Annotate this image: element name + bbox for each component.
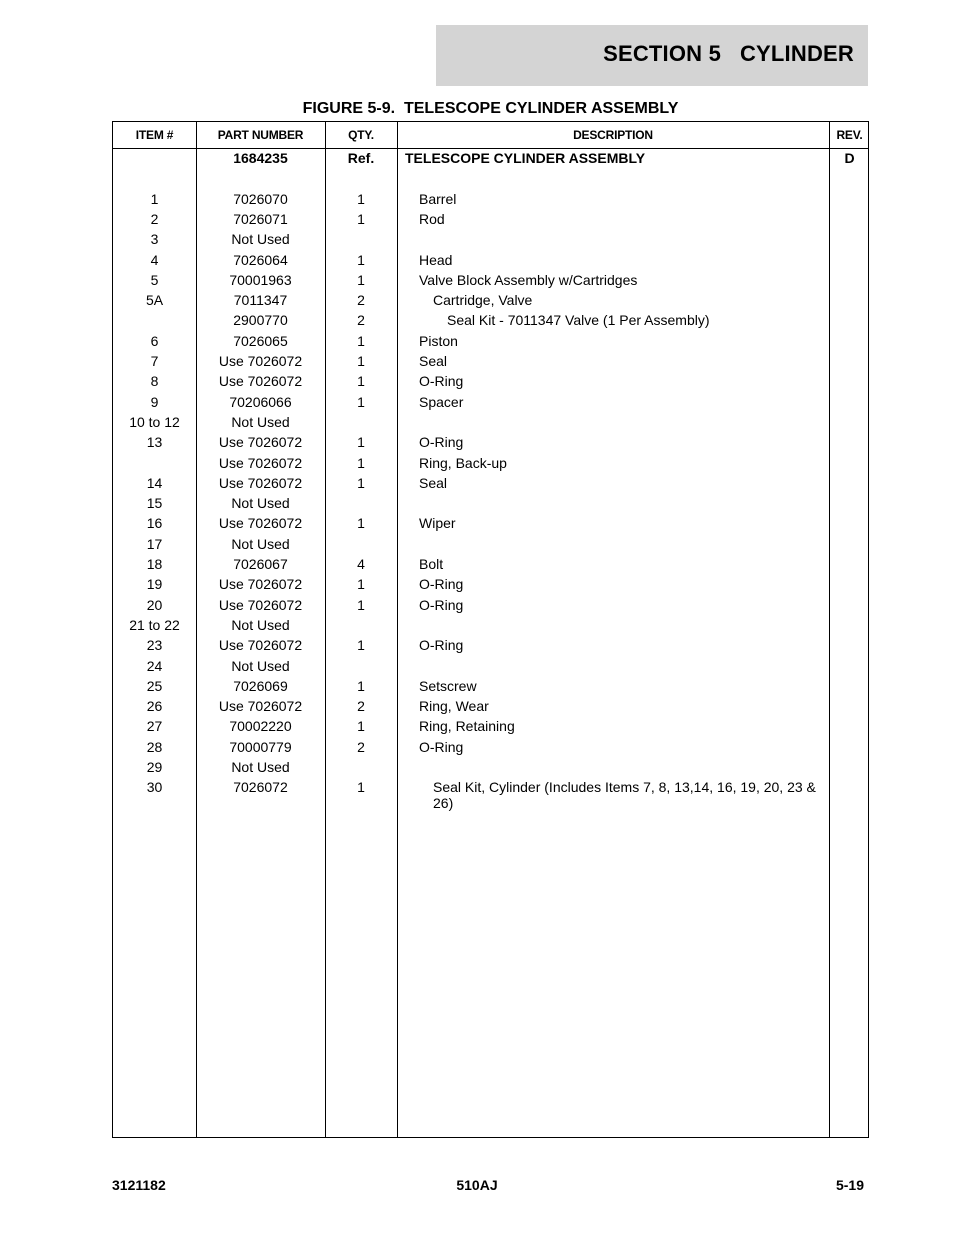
quantity: 1 bbox=[357, 637, 365, 654]
quantity: 1 bbox=[357, 454, 365, 471]
part-number: 1684235 bbox=[233, 150, 288, 166]
item-number: 13 bbox=[146, 434, 163, 451]
part-number: 7026069 bbox=[233, 677, 288, 694]
part-number: Use 7026072 bbox=[218, 373, 303, 390]
item-number: 1 bbox=[150, 190, 159, 207]
description: Valve Block Assembly w/Cartridges bbox=[419, 271, 638, 288]
description: O-Ring bbox=[419, 637, 464, 654]
item-number: 8 bbox=[150, 373, 159, 390]
table-row bbox=[113, 211, 868, 231]
part-number: 7026067 bbox=[233, 556, 288, 572]
description: Seal Kit, Cylinder (Includes Items 7, 8, 13,14, 16, 19, 20, 23 & 26) bbox=[433, 779, 816, 812]
description: Seal bbox=[419, 353, 448, 369]
table-row bbox=[113, 637, 868, 657]
description: Seal Kit - 7011347 Valve (1 Per Assembly) bbox=[447, 312, 710, 329]
section-banner bbox=[436, 25, 868, 86]
item-number: 25 bbox=[146, 677, 163, 694]
quantity: 1 bbox=[357, 271, 365, 288]
item-number: 19 bbox=[146, 576, 163, 593]
quantity: 1 bbox=[357, 515, 365, 532]
table-row bbox=[113, 191, 868, 211]
quantity: 1 bbox=[357, 474, 365, 491]
table-row bbox=[113, 394, 868, 414]
part-number: Use 7026072 bbox=[218, 515, 303, 532]
table-row bbox=[113, 373, 868, 393]
table-row bbox=[113, 617, 868, 637]
description: TELESCOPE CYLINDER ASSEMBLY bbox=[405, 150, 646, 166]
description: Rod bbox=[419, 210, 445, 227]
item-number: 18 bbox=[146, 556, 163, 572]
document-number: 3121182 bbox=[112, 1177, 166, 1193]
table-row bbox=[113, 353, 868, 373]
part-number: Not Used bbox=[231, 495, 290, 512]
description: O-Ring bbox=[419, 576, 464, 593]
item-number: 29 bbox=[146, 759, 163, 775]
quantity: Ref. bbox=[347, 150, 375, 166]
part-number: Not Used bbox=[231, 616, 290, 633]
part-number: 2900770 bbox=[233, 312, 288, 329]
part-number: Use 7026072 bbox=[218, 454, 303, 471]
quantity: 1 bbox=[357, 190, 365, 207]
description: Ring, Retaining bbox=[419, 718, 515, 735]
item-number: 20 bbox=[146, 596, 163, 613]
description: Wiper bbox=[419, 515, 456, 532]
table-row bbox=[113, 536, 868, 556]
table-row bbox=[113, 455, 868, 475]
description: O-Ring bbox=[419, 434, 464, 451]
quantity: 1 bbox=[357, 576, 365, 593]
item-number: 3 bbox=[150, 231, 159, 248]
quantity: 2 bbox=[357, 698, 365, 715]
description: Ring, Wear bbox=[419, 698, 489, 715]
part-number: 7026070 bbox=[233, 190, 288, 207]
table-row bbox=[113, 515, 868, 535]
description: Setscrew bbox=[419, 677, 477, 694]
table-row bbox=[113, 312, 868, 332]
table-row bbox=[113, 495, 868, 515]
table-row bbox=[113, 252, 868, 272]
quantity: 1 bbox=[357, 718, 365, 735]
part-number: Use 7026072 bbox=[218, 474, 303, 491]
table-row bbox=[113, 434, 868, 454]
table-row bbox=[113, 779, 868, 812]
quantity: 1 bbox=[357, 210, 365, 227]
quantity: 1 bbox=[357, 434, 365, 451]
item-number: 21 to 22 bbox=[129, 616, 180, 633]
quantity: 1 bbox=[357, 353, 365, 369]
column-header-description: DESCRIPTION bbox=[573, 128, 653, 142]
quantity: 1 bbox=[357, 251, 365, 268]
table-row bbox=[113, 272, 868, 292]
page-number: 5-19 bbox=[835, 1177, 864, 1193]
description: Barrel bbox=[419, 190, 457, 207]
description: O-Ring bbox=[419, 738, 464, 755]
item-number: 5 bbox=[150, 271, 159, 288]
table-row bbox=[113, 597, 868, 617]
part-number: Not Used bbox=[231, 231, 290, 248]
table-row bbox=[113, 698, 868, 718]
description: Head bbox=[419, 251, 453, 268]
table-row bbox=[113, 231, 868, 251]
part-number: 7026072 bbox=[233, 779, 288, 796]
description: O-Ring bbox=[419, 373, 464, 390]
table-row bbox=[113, 333, 868, 353]
part-number: Not Used bbox=[231, 535, 290, 552]
item-number: 24 bbox=[146, 657, 163, 674]
table-row bbox=[113, 759, 868, 779]
model-name: 510AJ bbox=[456, 1177, 498, 1193]
item-number: 7 bbox=[150, 353, 159, 369]
item-number: 10 to 12 bbox=[129, 413, 180, 430]
description: Piston bbox=[419, 332, 458, 349]
column-header-item: ITEM # bbox=[135, 128, 174, 142]
description: Seal bbox=[419, 474, 448, 491]
table-row bbox=[113, 739, 868, 759]
part-number: 7026065 bbox=[233, 332, 288, 349]
item-number: 28 bbox=[146, 738, 163, 755]
figure-title: FIGURE 5-9. TELESCOPE CYLINDER ASSEMBLY bbox=[302, 100, 679, 117]
description: Ring, Back-up bbox=[419, 454, 507, 471]
quantity: 2 bbox=[357, 738, 365, 755]
part-number: Not Used bbox=[231, 759, 290, 775]
table-row bbox=[113, 678, 868, 698]
description: Cartridge, Valve bbox=[433, 292, 533, 309]
item-number: 17 bbox=[146, 535, 163, 552]
quantity: 1 bbox=[357, 779, 365, 796]
quantity: 1 bbox=[357, 393, 365, 410]
table-row bbox=[113, 150, 868, 170]
parts-table bbox=[112, 121, 869, 1138]
item-number: 6 bbox=[150, 332, 159, 349]
table-row bbox=[113, 414, 868, 434]
part-number: Not Used bbox=[231, 413, 290, 430]
part-number: 7026071 bbox=[233, 210, 288, 227]
table-row bbox=[113, 576, 868, 596]
table-row bbox=[113, 556, 868, 576]
quantity: 2 bbox=[357, 292, 365, 309]
item-number: 16 bbox=[146, 515, 163, 532]
quantity: 1 bbox=[357, 373, 365, 390]
table-row bbox=[113, 292, 868, 312]
part-number: 7026064 bbox=[233, 251, 288, 268]
item-number: 14 bbox=[146, 474, 163, 491]
item-number: 2 bbox=[150, 210, 159, 227]
item-number: 23 bbox=[146, 637, 163, 654]
table-row bbox=[113, 718, 868, 738]
part-number: Use 7026072 bbox=[218, 434, 303, 451]
quantity: 1 bbox=[357, 332, 365, 349]
part-number: 7011347 bbox=[233, 292, 288, 309]
quantity: 1 bbox=[357, 596, 365, 613]
item-number: 27 bbox=[146, 718, 163, 735]
quantity: 4 bbox=[357, 556, 365, 572]
section-title: SECTION 5 CYLINDER bbox=[603, 41, 854, 66]
item-number: 4 bbox=[150, 251, 159, 268]
column-header-part-number: PART NUMBER bbox=[217, 128, 304, 142]
description: Spacer bbox=[419, 393, 464, 410]
table-row bbox=[113, 475, 868, 495]
item-number: 5A bbox=[145, 292, 164, 309]
part-number: Not Used bbox=[231, 657, 290, 674]
item-number: 26 bbox=[146, 698, 163, 715]
table-row bbox=[113, 658, 868, 678]
column-header-qty: QTY. bbox=[348, 128, 374, 142]
part-number: 70000779 bbox=[229, 738, 292, 755]
part-number: 70002220 bbox=[229, 718, 292, 735]
part-number: Use 7026072 bbox=[218, 576, 303, 593]
column-header-rev: REV. bbox=[836, 128, 863, 142]
part-number: Use 7026072 bbox=[218, 596, 303, 613]
part-number: Use 7026072 bbox=[218, 353, 303, 369]
item-number: 15 bbox=[146, 495, 163, 512]
revision: D bbox=[844, 150, 855, 166]
item-number: 9 bbox=[150, 393, 159, 410]
quantity: 2 bbox=[357, 312, 365, 329]
description: O-Ring bbox=[419, 596, 464, 613]
item-number: 30 bbox=[146, 779, 163, 796]
part-number: Use 7026072 bbox=[218, 698, 303, 715]
part-number: 70001963 bbox=[229, 271, 292, 288]
quantity: 1 bbox=[357, 677, 365, 694]
part-number: 70206066 bbox=[229, 393, 292, 410]
description: Bolt bbox=[419, 556, 444, 572]
header-divider bbox=[113, 148, 868, 149]
part-number: Use 7026072 bbox=[218, 637, 303, 654]
